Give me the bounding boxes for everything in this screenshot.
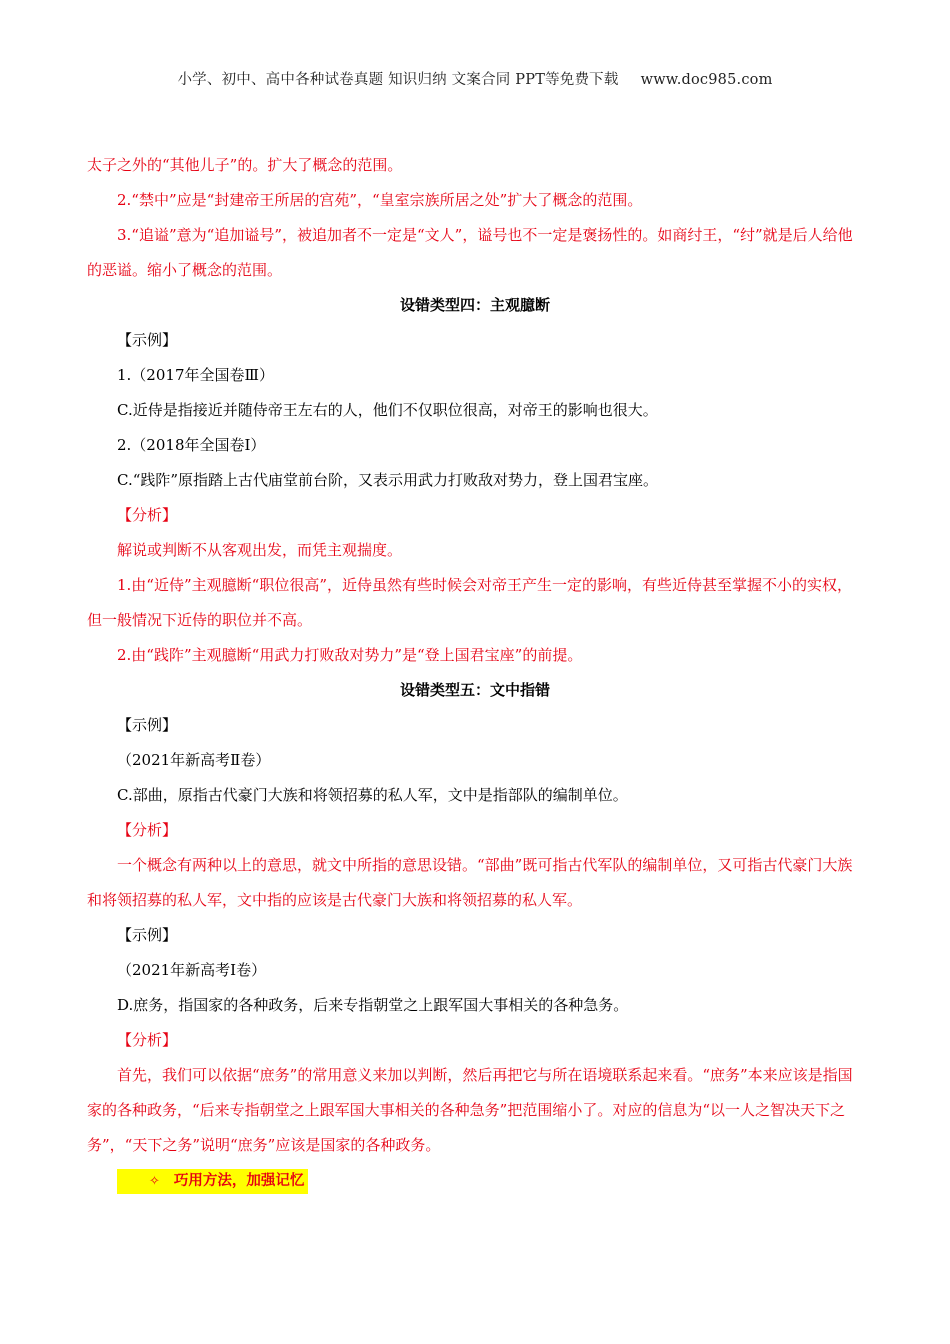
document-body (87, 148, 863, 1198)
paragraph-continuation: 太子之外的“其他儿子”的。扩大了概念的范围。 (87, 156, 403, 174)
analysis-text: 一个概念有两种以上的意思，就文中所指的意思设错。“部曲”既可指古代军队的编制单位，又可指古代豪门大族和将领招募的私人军，文中指的应该是古代豪门大族和将领招募的私人军。 (87, 856, 853, 909)
analysis-label: 【分析】 (117, 821, 178, 839)
analysis-text: 解说或判断不从客观出发，而凭主观揣度。 (117, 541, 403, 559)
analysis-item-1: 1.由“近侍”主观臆断“职位很高”，近侍虽然有些时候会对帝王产生一定的影响，有些近侍甚至掌握不小的实权，但一般情况下近侍的职位并不高。 (87, 576, 852, 629)
example-label: 【示例】 (117, 716, 178, 734)
question-option: C.近侍是指接近并随侍帝王左右的人，他们不仅职位很高，对帝王的影响也很大。 (117, 401, 658, 419)
analysis-label: 【分析】 (117, 1031, 178, 1049)
header-text: 小学、初中、高中各种试卷真题 知识归纳 文案合同 PPT等免费下载 (177, 72, 619, 88)
question-source: 2.（2018年全国卷Ⅰ） (117, 436, 266, 454)
diamond-icon: ✧ (149, 1174, 160, 1189)
question-source: （2021年新高考Ⅰ卷） (117, 961, 267, 979)
question-option: D.庶务，指国家的各种政务，后来专指朝堂之上跟军国大事相关的各种急务。 (117, 996, 629, 1014)
question-source: （2021年新高考Ⅱ卷） (117, 751, 271, 769)
example-label: 【示例】 (117, 331, 178, 349)
analysis-text: 首先，我们可以依据“庶务”的常用意义来加以判断，然后再把它与所在语境联系起来看。“庶务”本来应该是指国家的各种政务，“后来专指朝堂之上跟军国大事相关的各种急务”把范围缩小了。对应的信息为“以一人之智决天下之务”，“天下之务”说明“庶务”应该是国家的各种政务。 (87, 1066, 853, 1154)
section-heading-5: 设错类型五：文中指错 (399, 681, 550, 699)
tip-heading: 巧用方法，加强记忆 (173, 1173, 305, 1189)
tip-line (87, 1163, 863, 1198)
analysis-item-2: 2.“禁中”应是“封建帝王所居的宫苑”，“皇室宗族所居之处”扩大了概念的范围。 (117, 191, 643, 209)
analysis-item-2: 2.由“践阼”主观臆断“用武力打败敌对势力”是“登上国君宝座”的前提。 (117, 646, 583, 664)
example-label: 【示例】 (117, 926, 178, 944)
page-header (0, 68, 950, 89)
section-heading-4: 设错类型四：主观臆断 (399, 296, 550, 314)
header-url: www.doc985.com (640, 72, 773, 88)
tip-highlight (117, 1169, 308, 1194)
analysis-item-3: 3.“追谥”意为“追加谥号”，被追加者不一定是“文人”，谥号也不一定是褒扬性的。如商纣王，“纣”就是后人给他的恶谥。缩小了概念的范围。 (87, 226, 853, 279)
analysis-label: 【分析】 (117, 506, 178, 524)
question-option: C.部曲，原指古代豪门大族和将领招募的私人军，文中是指部队的编制单位。 (117, 786, 628, 804)
question-source: 1.（2017年全国卷Ⅲ） (117, 366, 274, 384)
question-option: C.“践阼”原指踏上古代庙堂前台阶，又表示用武力打败敌对势力，登上国君宝座。 (117, 471, 659, 489)
